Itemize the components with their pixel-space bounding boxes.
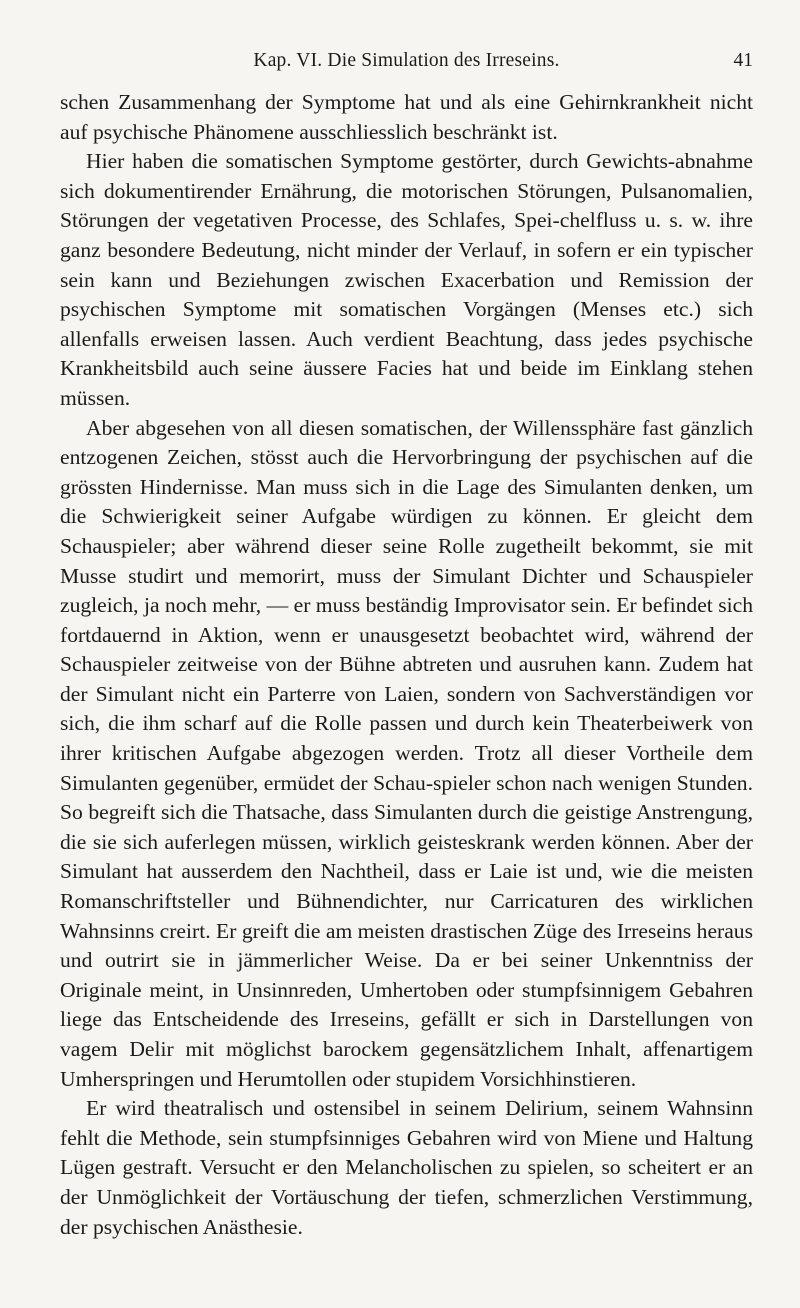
paragraph-somatic-symptoms: Hier haben die somatischen Symptome gestörter, durch Gewichts-abnahme sich dokumentirender Ernährung, die motorischen Störungen, Pulsanomalien, Störungen der vegetativen Processe, des Schlafes, Spei-chelfluss u. s. w. ihre ganz besondere Bedeutung, nicht minder der Verlauf, in sofern er ein typischer sein kann und Beziehungen zwischen Exacerbation und Remission der psychischen Symptome mit somatischen Vorgängen (Menses etc.) sich allenfalls erweisen lassen. Auch verdient Beachtung, dass jedes psychische Krankheitsbild auch seine äussere Facies hat und beide im Einklang stehen müssen. bbox=[60, 149, 753, 410]
paragraph-continuation: schen Zusammenhang der Symptome hat und als eine Gehirnkrankheit nicht auf psychische Phänomene ausschliesslich beschränkt ist. bbox=[60, 90, 753, 144]
running-head bbox=[60, 46, 753, 76]
paragraph-simulant-difficulty: Aber abgesehen von all diesen somatischen, der Willenssphäre fast gänzlich entzogenen Zeichen, stösst auch die Hervorbringung der psychischen auf die grössten Hindernisse. Man muss sich in die Lage des Simulanten denken, um die Schwierigkeit seiner Aufgabe würdigen zu können. Er gleicht dem Schauspieler; aber während dieser seine Rolle zugetheilt bekommt, sie mit Musse studirt und memorirt, muss der Simulant Dichter und Schauspieler zugleich, ja noch mehr, — er muss beständig Improvisator sein. Er befindet sich fortdauernd in Aktion, wenn er unausgesetzt beobachtet wird, während der Schauspieler zeitweise von der Bühne abtreten und ausruhen kann. Zudem hat der Simulant nicht ein Parterre von Laien, sondern von Sachverständigen vor sich, die ihm scharf auf die Rolle passen und durch kein Theaterbeiwerk von ihrer kritischen Aufgabe abgezogen werden. Trotz all dieser Vortheile dem Simulanten gegenüber, ermüdet der Schau-spieler schon nach wenigen Stunden. So begreift sich die Thatsache, dass Simulanten durch die geistige Anstrengung, die sie sich auferlegen müssen, wirklich geisteskrank werden können. Aber der Simulant hat ausserdem den Nachtheil, dass er Laie ist und, wie die meisten Romanschriftsteller und Bühnendichter, nur Carricaturen des wirklichen Wahnsinns creirt. Er greift die am meisten drastischen Züge des Irreseins heraus und outrirt sie in jämmerlicher Weise. Da er bei seiner Unkenntniss der Originale meint, in Unsinnreden, Umhertoben oder stumpfsinnigem Gebahren liege das Entscheidende des Irreseins, gefällt er sich in Darstellungen von vagem Delir mit möglichst barockem gegensätzlichem Inhalt, affenartigem Umherspringen und Herumtollen oder stupidem Vorsichhinstieren. bbox=[60, 415, 753, 1091]
body-text bbox=[60, 88, 753, 1242]
paragraph-theatrical-delirium: Er wird theatralisch und ostensibel in seinem Delirium, seinem Wahnsinn fehlt die Methode, sein stumpfsinniges Gebahren wird von Miene und Haltung Lügen gestraft. Versucht er den Melancholischen zu spielen, so scheitert er an der Unmöglichkeit der Vortäuschung der tiefen, schmerzlichen Verstimmung, der psychischen Anästhesie. bbox=[60, 1096, 753, 1239]
page-number: 41 bbox=[733, 50, 753, 71]
running-title: Kap. VI. Die Simulation des Irreseins. bbox=[253, 50, 560, 71]
